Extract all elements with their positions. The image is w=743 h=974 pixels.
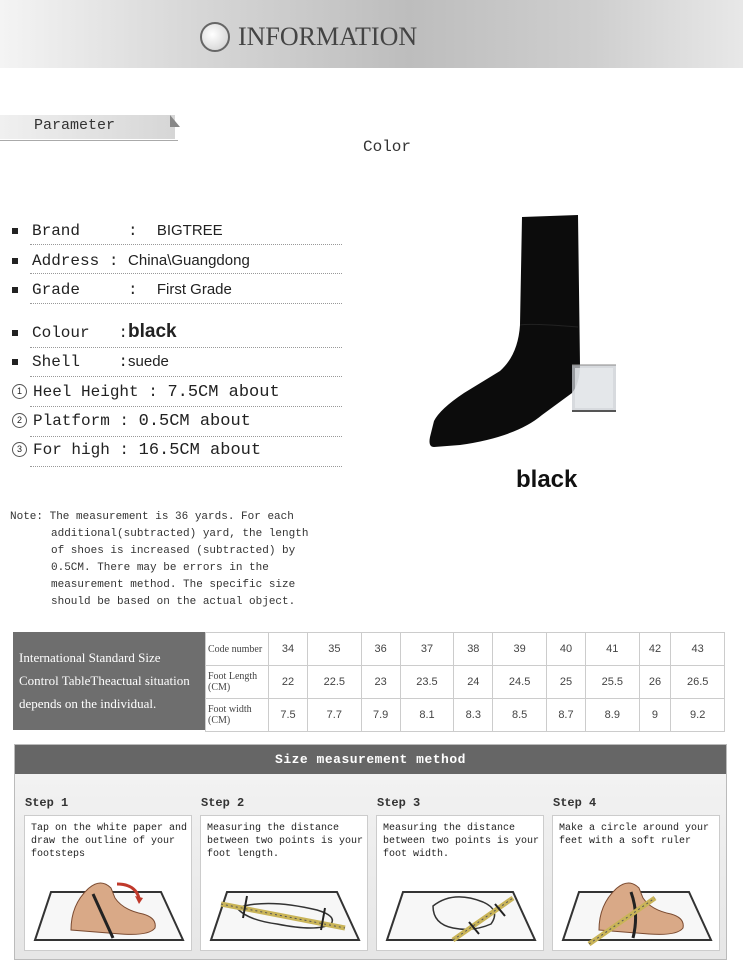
spec-row-for-high: 3 For high : 16.5CM about (12, 441, 261, 460)
foot-length-icon (207, 858, 363, 946)
table-cell: 7.9 (361, 699, 400, 732)
note-line: 0.5CM. There may be errors in the (51, 562, 269, 574)
step-4-label: Step 4 (553, 796, 597, 810)
spec-row-platform: 2 Platform : 0.5CM about (12, 412, 251, 431)
table-cell: 26.5 (671, 666, 725, 699)
row-header: Code number (206, 633, 269, 666)
table-cell: 8.1 (400, 699, 454, 732)
measurement-note (10, 509, 330, 611)
step-1-card (24, 815, 192, 951)
table-cell: 22.5 (308, 666, 362, 699)
table-row (206, 633, 725, 666)
bullet-icon (12, 330, 18, 336)
step-text: Measuring the distance between two points is your foot length. (207, 823, 364, 860)
note-line: should be based on the actual object. (51, 596, 296, 608)
table-cell: 22 (269, 666, 308, 699)
foot-width-icon (383, 858, 539, 946)
spec-value: suede (128, 353, 169, 370)
parameter-tab-notch-icon (170, 115, 180, 127)
table-cell: 9.2 (671, 699, 725, 732)
table-cell: 34 (269, 633, 308, 666)
bullet-icon (12, 228, 18, 234)
spec-label: For high (33, 441, 110, 459)
spec-label: Address (32, 252, 100, 270)
header-circle-icon (200, 22, 230, 52)
table-cell: 25 (546, 666, 585, 699)
table-cell: 39 (493, 633, 547, 666)
table-cell: 43 (671, 633, 725, 666)
spec-divider (30, 347, 342, 348)
bullet-icon (12, 258, 18, 264)
spec-label: Colour (32, 324, 100, 342)
table-cell: 8.9 (585, 699, 639, 732)
spec-value: 16.5CM about (138, 441, 262, 460)
spec-label: Brand (32, 222, 100, 240)
spec-value: 0.5CM about (138, 412, 251, 431)
table-cell: 24 (454, 666, 493, 699)
number-1-icon: 1 (12, 384, 27, 399)
spec-label: Heel Height (33, 383, 139, 401)
spec-value: 7.5CM about (167, 383, 280, 402)
table-row (206, 699, 725, 732)
spec-label: Grade (32, 281, 100, 299)
spec-value: First Grade (156, 281, 232, 298)
spec-divider (30, 244, 342, 245)
note-line: of shoes is increased (subtracted) by (51, 545, 296, 557)
step-2-label: Step 2 (201, 796, 245, 810)
table-row (206, 666, 725, 699)
spec-value: China\Guangdong (128, 252, 250, 269)
color-label: Color (363, 138, 412, 156)
table-cell: 7.7 (308, 699, 362, 732)
spec-divider (30, 436, 342, 437)
number-2-icon: 2 (12, 413, 27, 428)
step-3-label: Step 3 (377, 796, 421, 810)
spec-value: black (128, 321, 177, 342)
bullet-icon (12, 287, 18, 293)
spec-row-brand: Brand : BIGTREE (12, 222, 223, 240)
step-text: Tap on the white paper and draw the outline of your footsteps (31, 823, 188, 860)
intro-line: Control TableTheactual situation (19, 673, 190, 688)
spec-divider (30, 303, 342, 304)
note-line: measurement method. The specific size (51, 579, 296, 591)
table-cell: 8.5 (493, 699, 547, 732)
row-header: Foot width (CM) (206, 699, 269, 732)
number-3-icon: 3 (12, 442, 27, 457)
spec-divider (30, 376, 342, 377)
spec-divider (30, 273, 342, 274)
boot-image (420, 215, 620, 450)
table-cell: 26 (639, 666, 671, 699)
note-line: Note: The measurement is 36 yards. For each (10, 511, 294, 523)
size-table (13, 632, 725, 730)
parameter-divider (0, 140, 178, 141)
spec-value: BIGTREE (156, 222, 223, 239)
spec-row-heel-height: 1 Heel Height : 7.5CM about (12, 383, 280, 402)
header-title: INFORMATION (238, 22, 418, 51)
intro-line: depends on the individual. (19, 696, 157, 711)
bullet-icon (12, 359, 18, 365)
table-cell: 41 (585, 633, 639, 666)
spec-row-address: Address : China\Guangdong (12, 252, 250, 270)
note-line: additional(subtracted) yard, the length (51, 528, 309, 540)
parameter-label: Parameter (34, 117, 116, 134)
table-cell: 37 (400, 633, 454, 666)
table-cell: 38 (454, 633, 493, 666)
size-grid (205, 632, 725, 732)
spec-row-grade: Grade : First Grade (12, 281, 232, 299)
spec-label: Platform (33, 412, 110, 430)
step-text: Measuring the distance between two points is your foot width. (383, 823, 540, 860)
measurement-title: Size measurement method (275, 752, 466, 767)
step-text: Make a circle around your feet with a soft ruler (559, 823, 710, 847)
table-cell: 25.5 (585, 666, 639, 699)
table-cell: 8.7 (546, 699, 585, 732)
step-2-card (200, 815, 368, 951)
table-cell: 23 (361, 666, 400, 699)
step-3-card (376, 815, 544, 951)
step-1-label: Step 1 (25, 796, 69, 810)
color-caption: black (516, 466, 578, 493)
table-cell: 36 (361, 633, 400, 666)
table-cell: 23.5 (400, 666, 454, 699)
soft-ruler-icon (559, 858, 715, 946)
size-table-intro (13, 632, 205, 730)
table-cell: 7.5 (269, 699, 308, 732)
table-cell: 42 (639, 633, 671, 666)
table-cell: 8.3 (454, 699, 493, 732)
spec-label: Shell (32, 353, 100, 371)
table-cell: 9 (639, 699, 671, 732)
intro-line: International Standard Size (19, 650, 161, 665)
spec-divider (30, 466, 342, 467)
table-cell: 24.5 (493, 666, 547, 699)
row-header: Foot Length (CM) (206, 666, 269, 699)
table-cell: 40 (546, 633, 585, 666)
foot-outline-icon (31, 858, 187, 946)
step-4-card (552, 815, 720, 951)
table-cell: 35 (308, 633, 362, 666)
spec-divider (30, 406, 342, 407)
spec-row-shell: Shell :suede (12, 353, 169, 371)
spec-row-colour: Colour :black (12, 321, 177, 343)
